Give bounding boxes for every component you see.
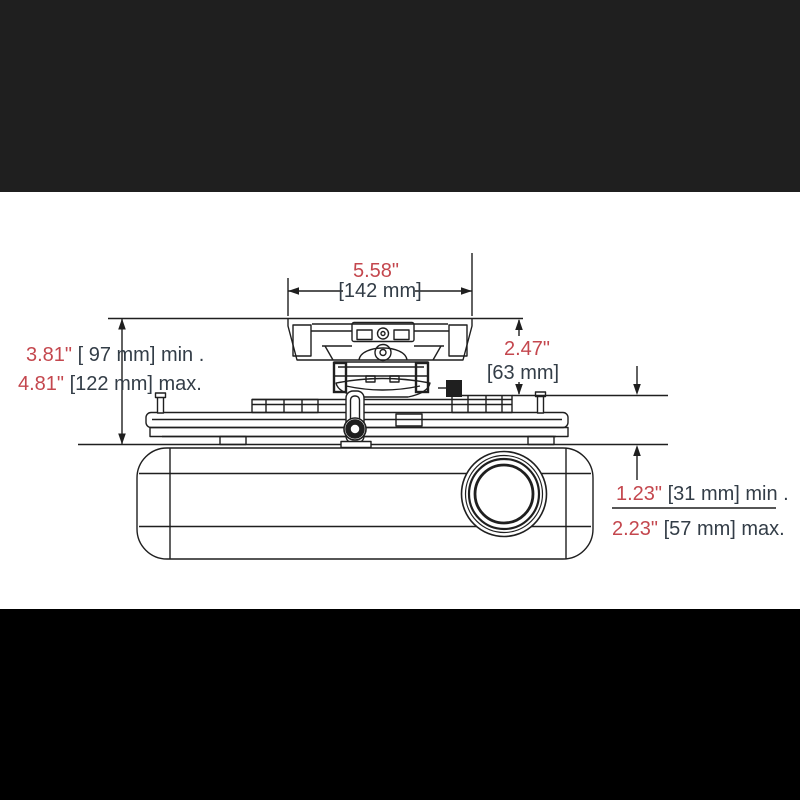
guide-post-left [158, 397, 164, 413]
dimension-drop-inches: 2.47" [503, 338, 551, 360]
dimension-clearance-min: 1.23" [31 mm] min . [616, 483, 789, 505]
dimension-clearance-max: 2.23" [57 mm] max. [612, 518, 785, 540]
dimension-drop-mm: [63 mm] [486, 362, 560, 384]
letterbox-top [0, 0, 800, 192]
dimension-width-mm: [142 mm] [338, 280, 422, 302]
letterbox-bottom [0, 609, 800, 800]
tension-knob [446, 380, 462, 397]
guide-post-right [538, 396, 544, 413]
projector-lens [462, 452, 547, 537]
dimension-width-inches: 5.58" [352, 260, 400, 282]
dimension-height-max: 4.81" [122 mm] max. [18, 373, 202, 395]
projector-drawing [137, 448, 593, 559]
dimension-height-min: 3.81" [ 97 mm] min . [26, 344, 205, 366]
